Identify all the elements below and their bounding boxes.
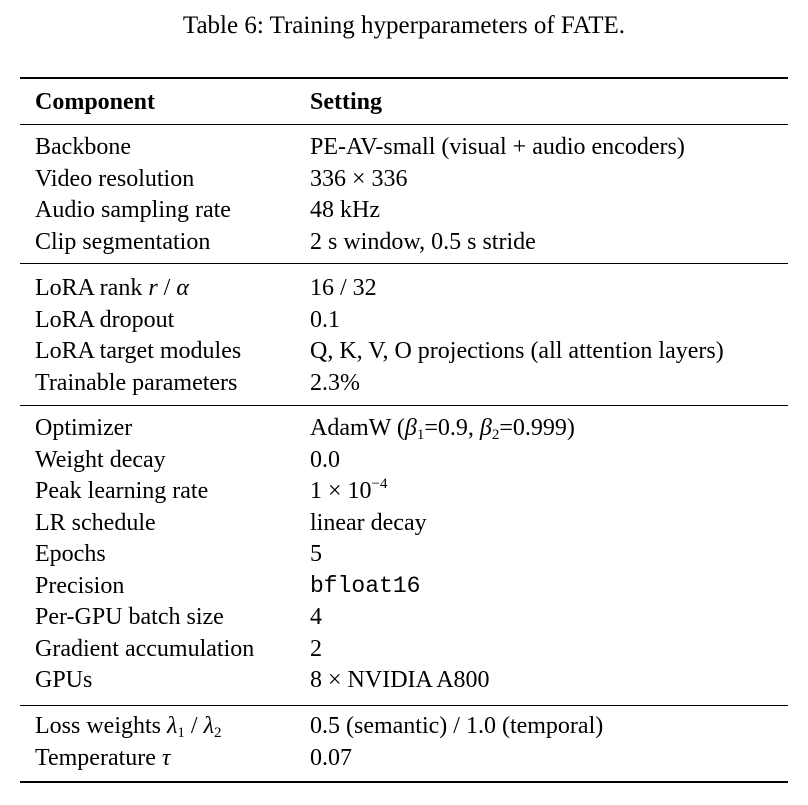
group-rule	[20, 263, 788, 264]
row-setting: $1 \times 10^{-4}$	[310, 476, 388, 504]
row-component: Optimizer	[35, 415, 133, 441]
row-setting: 0.07	[310, 745, 352, 771]
row-component: Precision	[35, 572, 125, 599]
table-row	[0, 602, 808, 634]
row-setting: 2	[310, 635, 322, 662]
table-row	[0, 413, 808, 445]
row-component: Epochs	[35, 541, 106, 567]
row-setting: 8 × NVIDIA A800	[310, 667, 490, 693]
top-rule	[20, 77, 788, 79]
row-setting: 48 kHz	[310, 197, 380, 223]
table-row	[0, 164, 808, 196]
row-setting: 336 × 336	[310, 165, 408, 192]
row-component: LoRA rank r / α	[35, 275, 189, 301]
table-row	[0, 368, 808, 400]
table-row	[0, 336, 808, 368]
row-setting: PE-AV-small (visual + audio encoders)	[310, 134, 685, 160]
bottom-rule	[20, 781, 788, 783]
row-setting: 0.0	[310, 446, 340, 473]
row-component: Gradient accumulation	[35, 635, 255, 662]
row-component: Trainable parameters	[35, 369, 238, 396]
row-component: LoRA dropout	[35, 306, 175, 333]
group-rule	[20, 705, 788, 706]
table-row	[0, 571, 808, 603]
table-row	[0, 227, 808, 259]
row-setting: AdamW ($\beta_1=0.9$, $\beta_2=0.999$)	[310, 415, 575, 443]
header-component: Component	[35, 89, 156, 115]
table-row	[0, 273, 808, 305]
row-setting: 2.3%	[310, 369, 360, 396]
row-component: Clip segmentation	[35, 228, 211, 255]
row-component: Backbone	[35, 134, 131, 160]
table-row	[0, 305, 808, 337]
table-row	[0, 195, 808, 227]
row-component: Video resolution	[35, 165, 195, 192]
row-setting: bfloat16	[310, 572, 421, 599]
row-setting: 2 s window, 0.5 s stride	[310, 228, 536, 255]
row-setting: 4	[310, 604, 322, 630]
table-caption: Table 6: Training hyperparameters of FATE.	[182, 12, 626, 39]
table-row	[0, 665, 808, 697]
table-header	[0, 86, 808, 118]
table-row	[0, 634, 808, 666]
row-component: Temperature τ	[35, 745, 171, 771]
table-row	[0, 132, 808, 164]
table-row	[0, 539, 808, 571]
table-row	[0, 743, 808, 775]
table-row	[0, 711, 808, 743]
row-component: Peak learning rate	[35, 478, 209, 504]
row-component: GPUs	[35, 667, 93, 693]
row-setting: Q, K, V, O projections (all attention layers)	[310, 338, 724, 364]
row-component: LR schedule	[35, 509, 156, 536]
row-setting: 0.5 (semantic) / 1.0 (temporal)	[310, 713, 604, 739]
row-setting: linear decay	[310, 509, 427, 536]
row-component: Audio sampling rate	[35, 197, 231, 223]
table-row	[0, 476, 808, 508]
row-component: LoRA target modules	[35, 338, 242, 364]
table-row	[0, 508, 808, 540]
row-component: Weight decay	[35, 446, 166, 473]
row-component: Per-GPU batch size	[35, 604, 224, 630]
group-rule	[20, 405, 788, 406]
table-row	[0, 445, 808, 477]
row-setting: 16 / 32	[310, 275, 377, 301]
row-setting: 5	[310, 541, 322, 567]
header-rule	[20, 124, 788, 125]
header-setting: Setting	[310, 89, 382, 115]
row-component: Loss weights $\lambda_1 / \lambda_2$	[35, 713, 222, 741]
row-setting: 0.1	[310, 306, 340, 333]
